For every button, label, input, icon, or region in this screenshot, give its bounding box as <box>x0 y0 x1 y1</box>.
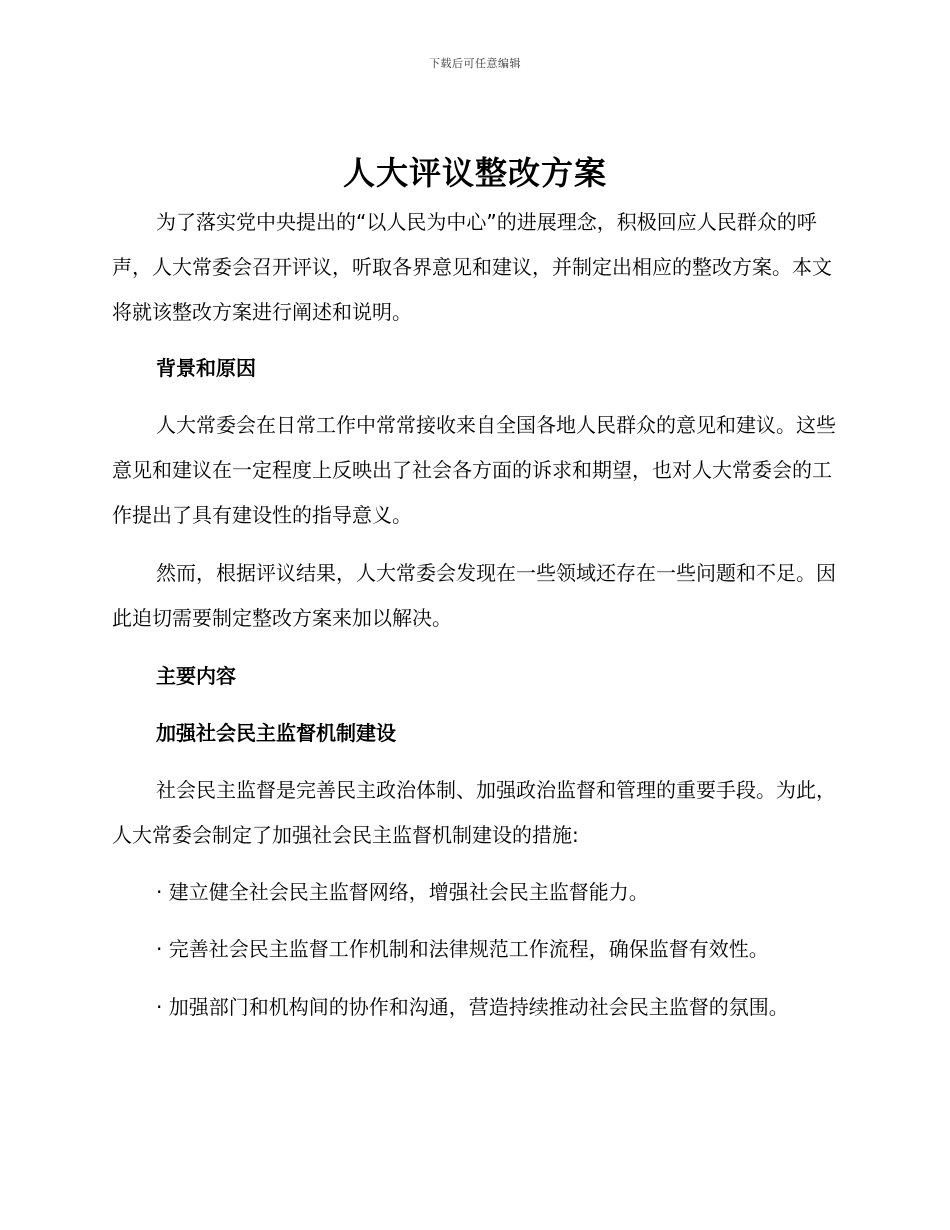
bullet-item-2: · 完善社会民主监督工作机制和法律规范工作流程，确保监督有效性。 <box>156 937 769 961</box>
background-paragraph-1: 人大常委会在日常工作中常常接收来自全国各地人民群众的意见和建议。这些意见和建议在一定程度上反映出了社会各方面的诉求和期望，也对人大常委会的工作提出了具有建设性的指导意义。 <box>112 413 836 527</box>
bullet-item-1: · 建立健全社会民主监督网络，增强社会民主监督能力。 <box>156 880 649 904</box>
header-note: 下载后可任意编辑 <box>429 57 521 70</box>
document-title: 人大评议整改方案 <box>342 154 607 192</box>
section-heading-main-content: 主要内容 <box>156 664 236 688</box>
bullet-item-3: · 加强部门和机构间的协作和沟通，营造持续推动社会民主监督的氛围。 <box>156 995 789 1019</box>
supervision-paragraph: 社会民主监督是完善民主政治体制、加强政治监督和管理的重要手段。为此，人大常委会制定了加强社会民主监督机制建设的措施: <box>112 778 836 847</box>
section-heading-background: 背景和原因 <box>156 356 256 380</box>
intro-paragraph: 为了落实党中央提出的“以人民为中心”的进展理念，积极回应人民群众的呼声，人大常委会召开评议，听取各界意见和建议，并制定出相应的整改方案。本文将就该整改方案进行阐述和说明。 <box>112 210 832 324</box>
background-paragraph-2: 然而，根据评议结果，人大常委会发现在一些领域还存在一些问题和不足。因此迫切需要制定整改方案来加以解决。 <box>112 561 836 630</box>
subsection-heading-supervision: 加强社会民主监督机制建设 <box>156 721 396 745</box>
